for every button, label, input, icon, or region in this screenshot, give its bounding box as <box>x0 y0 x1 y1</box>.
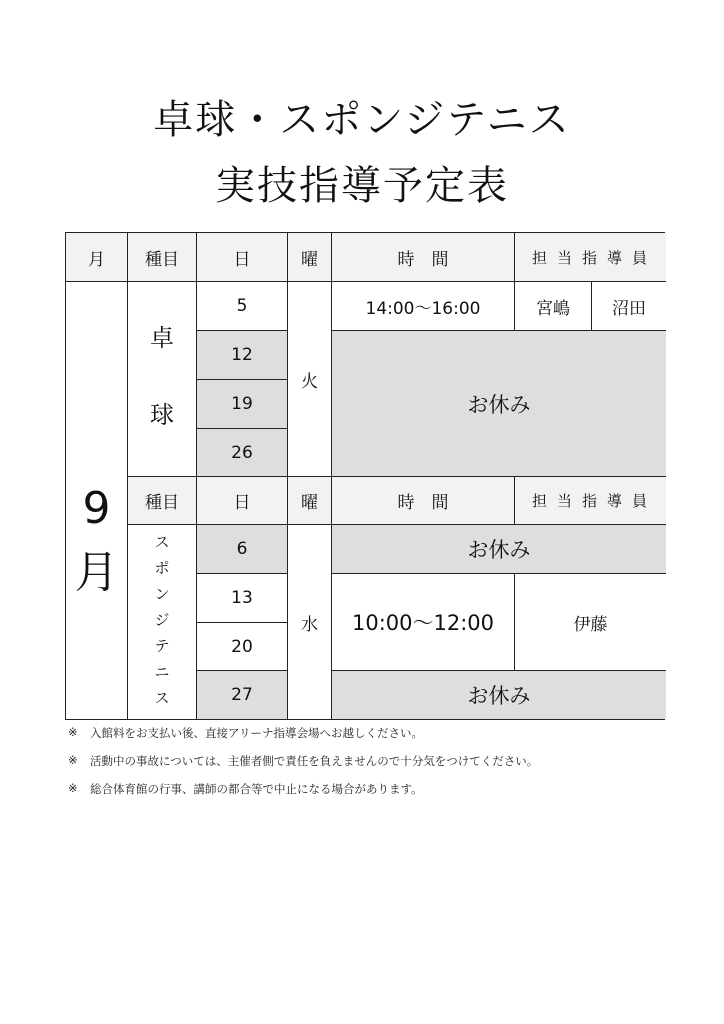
staff-cell: 宮嶋 <box>515 282 592 331</box>
note-text: 入館料をお支払い後、直接アリーナ指導会場へお越しください。 <box>90 726 424 740</box>
month-cell <box>66 282 128 719</box>
month-kanji: 月 <box>74 546 119 598</box>
header-day: 日 <box>197 233 288 282</box>
event-char: 卓 <box>150 324 174 352</box>
header-staff: 担当指導員 <box>515 477 666 525</box>
event-table-tennis <box>128 282 197 477</box>
date-cell: 6 <box>197 525 288 574</box>
date-cell: 26 <box>197 429 288 477</box>
date-cell: 5 <box>197 282 288 331</box>
note-item <box>68 753 688 781</box>
date-cell: 12 <box>197 331 288 380</box>
title-line-1: 卓球・スポンジテニス <box>153 97 571 143</box>
event-char: ポ <box>154 558 170 577</box>
date-cell: 19 <box>197 380 288 429</box>
rest-cell: お休み <box>332 525 666 574</box>
note-text: 活動中の事故については、主催者側で責任を負えませんので十分気をつけてください。 <box>90 754 539 768</box>
time-cell: 14:00〜16:00 <box>332 282 515 331</box>
event-char: ジ <box>154 610 170 629</box>
note-item <box>68 781 688 809</box>
event-char: ニ <box>154 662 170 681</box>
notes <box>68 725 688 809</box>
note-item <box>68 725 688 753</box>
staff-cell: 伊藤 <box>515 574 666 671</box>
date-cell: 13 <box>197 574 288 623</box>
header-time: 時 間 <box>332 477 515 525</box>
event-char: ス <box>154 533 170 551</box>
note-mark: ※ <box>68 753 78 767</box>
event-char: 球 <box>150 401 174 429</box>
rest-cell: お休み <box>332 671 666 719</box>
event-char: ス <box>154 688 170 707</box>
schedule-table <box>65 232 665 720</box>
event-sponge-tennis <box>128 525 197 719</box>
note-text: 総合体育館の行事、講師の都合等で中止になる場合があります。 <box>90 782 423 796</box>
rest-cell: お休み <box>332 331 666 477</box>
header-weekday: 曜 <box>288 477 332 525</box>
title-line-2: 実技指導予定表 <box>215 163 509 209</box>
weekday-cell: 火 <box>288 282 332 477</box>
header-month: 月 <box>66 233 128 282</box>
note-mark: ※ <box>68 725 78 739</box>
event-char: テ <box>154 636 170 655</box>
note-mark: ※ <box>68 781 78 795</box>
time-cell: 10:00〜12:00 <box>332 574 515 671</box>
staff-cell: 沼田 <box>592 282 666 331</box>
date-cell: 20 <box>197 623 288 671</box>
header-staff: 担当指導員 <box>515 233 666 282</box>
weekday-cell: 水 <box>288 525 332 719</box>
date-cell: 27 <box>197 671 288 719</box>
month-number: 9 <box>82 482 111 534</box>
header-day: 日 <box>197 477 288 525</box>
header-event: 種目 <box>128 477 197 525</box>
header-event: 種目 <box>128 233 197 282</box>
header-time: 時 間 <box>332 233 515 282</box>
header-weekday: 曜 <box>288 233 332 282</box>
event-char: ン <box>154 584 170 603</box>
